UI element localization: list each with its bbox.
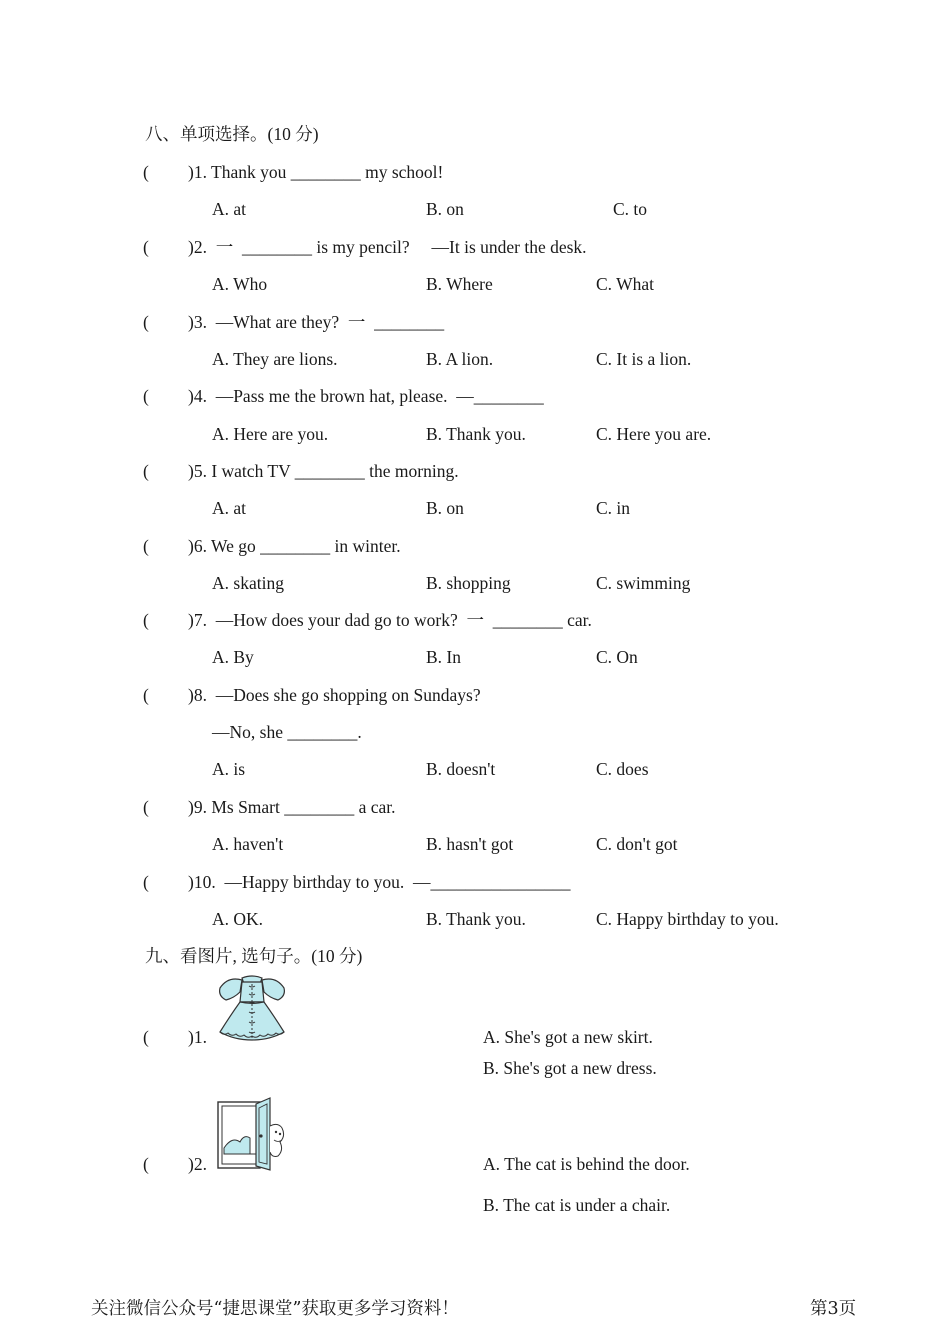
- answer-paren[interactable]: (: [143, 386, 149, 406]
- option-a: A. OK.: [212, 909, 264, 929]
- option-a: A. The cat is behind the door.: [483, 1154, 690, 1174]
- answer-paren[interactable]: (: [143, 610, 149, 630]
- option-c: C. does: [596, 759, 649, 779]
- option-b: B. Where: [426, 274, 493, 294]
- option-a: A. They are lions.: [212, 349, 338, 369]
- option-c: C. Happy birthday to you.: [596, 909, 779, 929]
- question-number: )2.: [188, 1154, 207, 1174]
- option-a: A. at: [212, 498, 247, 518]
- question-text: )3. —What are they? 一 ________: [188, 312, 445, 332]
- question-text: )9. Ms Smart ________ a car.: [188, 797, 396, 817]
- question-number: )1.: [188, 1027, 207, 1047]
- option-b: B. She's got a new dress.: [483, 1058, 657, 1078]
- footer-promo-text: 关注微信公众号“捷思课堂”获取更多学习资料！: [91, 1299, 459, 1319]
- option-c: C. in: [596, 498, 631, 518]
- option-a: A. Who: [212, 274, 268, 294]
- option-b: B. The cat is under a chair.: [483, 1195, 671, 1215]
- option-b: B. Thank you.: [426, 909, 526, 929]
- question-text: )7. —How does your dad go to work? 一 ________ car.: [188, 610, 592, 630]
- answer-paren[interactable]: (: [143, 461, 149, 481]
- option-c: C. It is a lion.: [596, 349, 692, 369]
- question-text: )5. I watch TV ________ the morning.: [188, 461, 459, 481]
- answer-paren[interactable]: (: [143, 162, 149, 182]
- section-8-heading: 八、单项选择。(10 分): [145, 124, 319, 144]
- question-text: )6. We go ________ in winter.: [188, 536, 401, 556]
- option-c: C. swimming: [596, 573, 691, 593]
- question-text: )4. —Pass me the brown hat, please. —________: [188, 386, 544, 406]
- question-text: )1. Thank you ________ my school!: [188, 162, 444, 182]
- option-a: A. skating: [212, 573, 284, 593]
- answer-paren[interactable]: (: [143, 1154, 149, 1174]
- option-b: B. doesn't: [426, 759, 496, 779]
- option-a: A. She's got a new skirt.: [483, 1027, 653, 1047]
- option-b: B. shopping: [426, 573, 511, 593]
- answer-paren[interactable]: (: [143, 685, 149, 705]
- answer-paren[interactable]: (: [143, 536, 149, 556]
- option-b: B. In: [426, 647, 461, 667]
- option-a: A. haven't: [212, 834, 284, 854]
- page-number: 第3页: [810, 1299, 857, 1319]
- question-text: )10. —Happy birthday to you. —________________: [188, 872, 571, 892]
- door-cat-picture: [214, 1096, 290, 1172]
- option-b: B. Thank you.: [426, 424, 526, 444]
- option-a: A. is: [212, 759, 246, 779]
- option-a: A. By: [212, 647, 254, 667]
- answer-paren[interactable]: (: [143, 872, 149, 892]
- answer-paren[interactable]: (: [143, 312, 149, 332]
- question-text: )2. 一 ________ is my pencil? —It is under the desk.: [188, 237, 587, 257]
- answer-paren[interactable]: (: [143, 237, 149, 257]
- option-c: C. to: [613, 199, 648, 219]
- option-b: B. on: [426, 199, 464, 219]
- option-a: A. Here are you.: [212, 424, 329, 444]
- option-c: C. Here you are.: [596, 424, 712, 444]
- option-c: C. What: [596, 274, 655, 294]
- option-c: C. don't got: [596, 834, 678, 854]
- question-subline: —No, she ________.: [212, 722, 362, 742]
- section-9-heading: 九、看图片, 选句子。(10 分): [145, 946, 363, 966]
- question-text: )8. —Does she go shopping on Sundays?: [188, 685, 481, 705]
- answer-paren[interactable]: (: [143, 1027, 149, 1047]
- option-b: B. A lion.: [426, 349, 494, 369]
- option-c: C. On: [596, 647, 638, 667]
- option-a: A. at: [212, 199, 247, 219]
- option-b: B. on: [426, 498, 464, 518]
- dress-picture: [214, 972, 290, 1046]
- option-b: B. hasn't got: [426, 834, 514, 854]
- answer-paren[interactable]: (: [143, 797, 149, 817]
